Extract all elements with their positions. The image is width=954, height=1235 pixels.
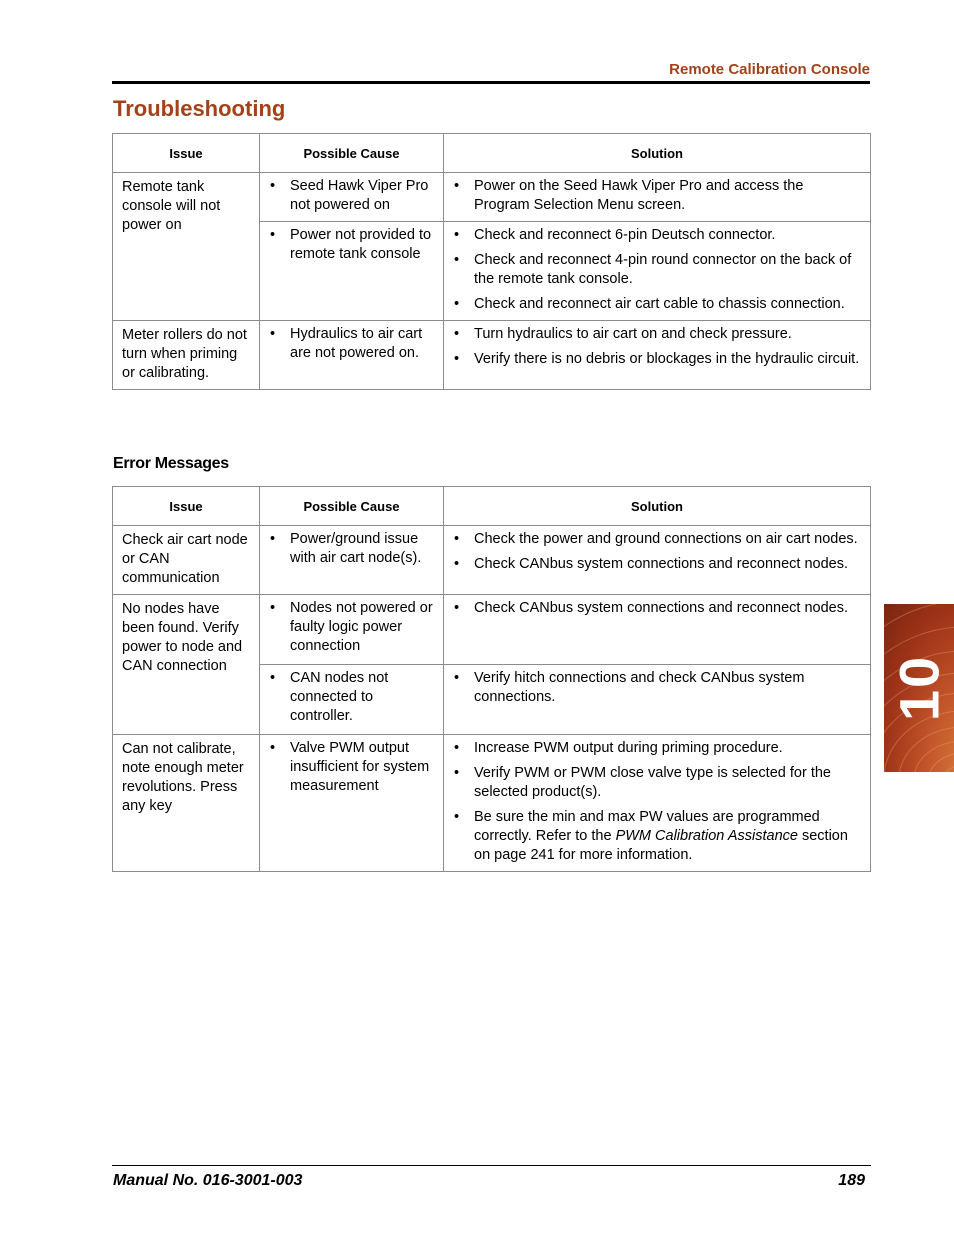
solution-cell xyxy=(444,595,871,665)
column-header-cause: Possible Cause xyxy=(260,134,444,173)
solution-item: • Increase PWM output during priming procedure. xyxy=(448,739,862,758)
section-title: Error Messages xyxy=(113,455,229,472)
solution-item: • Power on the Seed Hawk Viper Pro and access the Program Selection Menu screen. xyxy=(448,177,862,215)
solution-cell xyxy=(444,526,871,595)
cause-item: • Power/ground issue with air cart node(s). xyxy=(264,530,439,568)
cause-item: • Seed Hawk Viper Pro not powered on xyxy=(264,177,439,215)
header-rule xyxy=(112,81,870,84)
table-row xyxy=(113,526,871,595)
pwm-calibration-reference: PWM Calibration Assistance xyxy=(615,828,798,844)
solution-cell xyxy=(444,222,871,321)
solution-text: section on page 241 for more information. xyxy=(474,828,848,863)
table-header-row xyxy=(113,487,871,526)
table-row xyxy=(113,321,871,390)
solution-cell xyxy=(444,173,871,222)
footer-page-number: 189 xyxy=(838,1172,865,1189)
solution-item: • Turn hydraulics to air cart on and check pressure. xyxy=(448,325,862,344)
solution-item: • Check the power and ground connections on air cart nodes. xyxy=(448,530,862,549)
cause-cell xyxy=(260,595,444,665)
cause-cell xyxy=(260,665,444,735)
cause-cell xyxy=(260,526,444,595)
cause-cell xyxy=(260,321,444,390)
solution-item xyxy=(448,808,862,865)
issue-cell: Can not calibrate, note enough meter revolutions. Press any key xyxy=(113,735,260,872)
cause-cell xyxy=(260,222,444,321)
solution-cell xyxy=(444,321,871,390)
column-header-cause: Possible Cause xyxy=(260,487,444,526)
table-row xyxy=(113,595,871,665)
solution-cell xyxy=(444,735,871,872)
error-messages-table xyxy=(112,486,871,872)
issue-cell: Meter rollers do not turn when priming or calibrating. xyxy=(113,321,260,390)
solution-item: • Verify PWM or PWM close valve type is selected for the selected product(s). xyxy=(448,764,862,802)
column-header-solution: Solution xyxy=(444,487,871,526)
cause-cell xyxy=(260,173,444,222)
column-header-solution: Solution xyxy=(444,134,871,173)
solution-item: • Check and reconnect 6-pin Deutsch connector. xyxy=(448,226,862,245)
table-row xyxy=(113,735,871,872)
header-title: Remote Calibration Console xyxy=(669,61,870,78)
solution-item: • Check and reconnect air cart cable to chassis connection. xyxy=(448,295,862,314)
issue-cell: Remote tank console will not power on xyxy=(113,173,260,321)
column-header-issue: Issue xyxy=(113,134,260,173)
column-header-issue: Issue xyxy=(113,487,260,526)
cause-cell xyxy=(260,735,444,872)
cause-item: • Power not provided to remote tank console xyxy=(264,226,439,264)
footer-manual-number: Manual No. 016-3001-003 xyxy=(113,1172,303,1189)
solution-text: Be sure the min and max PW values are programmed correctly. Refer to the xyxy=(474,809,820,844)
chapter-tab xyxy=(884,604,954,772)
issue-cell: Check air cart node or CAN communication xyxy=(113,526,260,595)
chapter-number: 10 xyxy=(887,654,951,722)
issue-cell: No nodes have been found. Verify power to node and CAN connection xyxy=(113,595,260,735)
cause-item: • Hydraulics to air cart are not powered on. xyxy=(264,325,439,363)
cause-item: • CAN nodes not connected to controller. xyxy=(264,669,439,726)
table-row xyxy=(113,173,871,222)
solution-item: • Check CANbus system connections and reconnect nodes. xyxy=(448,555,862,574)
page-title: Troubleshooting xyxy=(113,96,286,121)
solution-item: • Verify hitch connections and check CANbus system connections. xyxy=(448,669,862,707)
table-header-row xyxy=(113,134,871,173)
solution-item: • Check and reconnect 4-pin round connector on the back of the remote tank console. xyxy=(448,251,862,289)
cause-item: • Valve PWM output insufficient for system measurement xyxy=(264,739,439,796)
solution-item: • Verify there is no debris or blockages in the hydraulic circuit. xyxy=(448,350,862,369)
solution-item: • Check CANbus system connections and reconnect nodes. xyxy=(448,599,862,618)
cause-item: • Nodes not powered or faulty logic power connection xyxy=(264,599,439,656)
troubleshooting-table xyxy=(112,133,871,390)
solution-cell xyxy=(444,665,871,735)
footer-rule xyxy=(112,1165,871,1166)
